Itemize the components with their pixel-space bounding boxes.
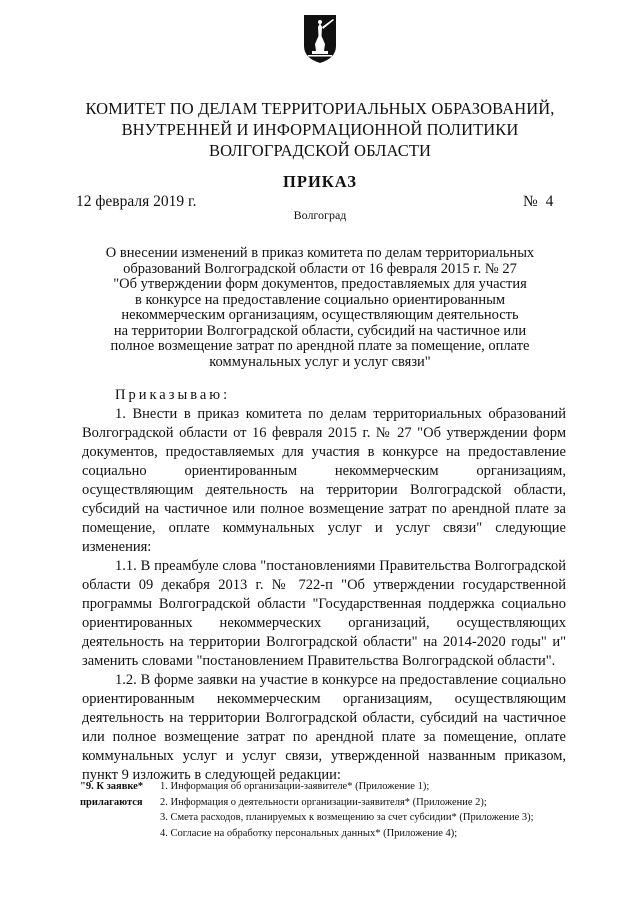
document-type: ПРИКАЗ	[283, 172, 357, 191]
list-item: 4. Согласие на обработку персональных данных* (Приложение 4);	[160, 827, 458, 839]
document-subject	[80, 246, 560, 370]
org-line: КОМИТЕТ ПО ДЕЛАМ ТЕРРИТОРИАЛЬНЫХ ОБРАЗОВАНИЙ,	[85, 99, 555, 118]
appendix-label-line: прилагаются	[80, 796, 143, 808]
document-body	[82, 386, 566, 785]
appendix-label-line: "9. К заявке*	[80, 781, 144, 792]
appendix-items	[160, 779, 580, 841]
document-date: 12 февраля 2019 г.	[76, 193, 197, 210]
organization-name	[40, 98, 600, 161]
subject-line: коммунальных услуг и услуг связи"	[209, 353, 431, 370]
subject-line: в конкурсе на предоставление социально ориентированным	[135, 291, 505, 308]
appendix-label	[80, 779, 150, 810]
document-number: № 4	[523, 193, 554, 210]
subject-line: О внесении изменений в приказ комитета по делам территориальных	[105, 245, 535, 261]
subject-line: некоммерческим организациям, осуществляющим деятельность	[121, 307, 519, 323]
subject-line: на территории Волгоградской области, субсидий на частичное или	[113, 322, 527, 339]
subject-line: образований Волгоградской области от 16 февраля 2015 г. № 27	[123, 260, 517, 277]
list-item: 2. Информация о деятельности организации-заявителя* (Приложение 2);	[160, 796, 487, 808]
paragraph-1-2: 1.2. В форме заявки на участие в конкурсе на предоставление социально ориентированным некоммерческим организациям, осуществляющим деятельность на территории Волгоградской области, субсидий на частичное или полное возмещение затрат по арендной плате за помещение, оплате коммунальных услуг и услуг связи, утвержденной названным приказом, пункт 9 изложить в следующей редакции:	[82, 672, 566, 783]
org-line: ВНУТРЕННЕЙ И ИНФОРМАЦИОННОЙ ПОЛИТИКИ	[121, 120, 519, 139]
paragraph-1-1: 1.1. В преамбуле слова "постановлениями Правительства Волгоградской области 09 декабря 2013 г. № 722-п "Об утверждении государственной программы Волгоградской области "Государственная поддержка социально ориентированных некоммерческих организаций, осуществляющих деятельность на территории Волгоградской области" на 2014-2020 годы" и" заменить словами "постановлением Правительства Волгоградской области".	[82, 558, 566, 669]
list-item: 3. Смета расходов, планируемых к возмещению за счет субсидии* (Приложение 3);	[160, 812, 534, 823]
subject-line: "Об утверждении форм документов, предоставляемых для участия	[113, 276, 527, 292]
volgograd-coat-of-arms-icon	[303, 14, 337, 64]
document-city: Волгоград	[293, 208, 347, 222]
paragraph-1: 1. Внести в приказ комитета по делам территориальных образований Волгоградской области от 16 февраля 2015 г. № 27 "Об утверждении форм документов, предоставляемых для участия в конкурсе на предоставление социально ориентированным некоммерческим организациям, осуществляющим деятельность на территории Волгоградской области, субсидий на частичное или полное возмещение затрат по арендной плате за помещение, оплате коммунальных услуг и услуг связи" следующие изменения:	[82, 406, 566, 555]
order-word: Приказываю:	[115, 387, 231, 403]
org-line: ВОЛГОГРАДСКОЙ ОБЛАСТИ	[208, 141, 432, 160]
subject-line: полное возмещение затрат по арендной плате за помещение, оплате	[110, 338, 530, 354]
list-item: 1. Информация об организации-заявителе* (Приложение 1);	[160, 781, 430, 792]
